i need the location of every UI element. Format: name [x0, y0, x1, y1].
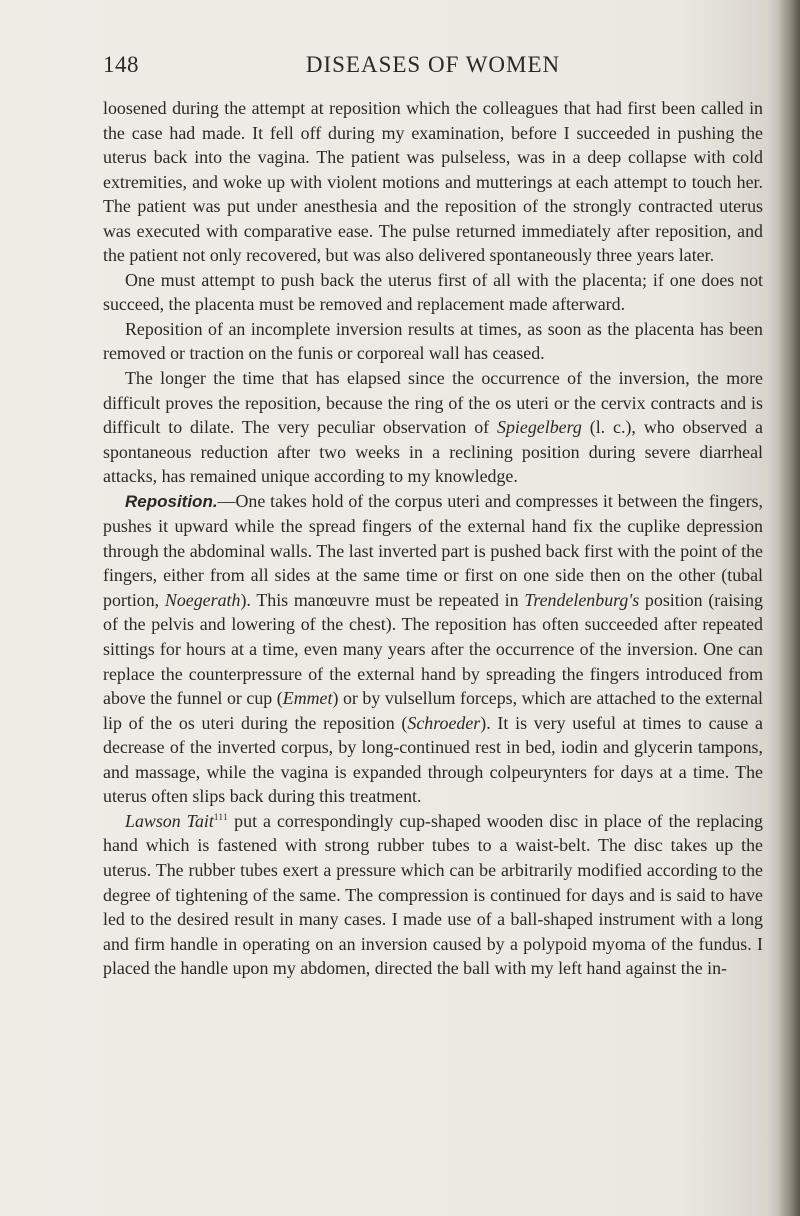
author-spiegelberg: Spiegelberg	[497, 417, 582, 438]
paragraph-3: Reposition of an incomplete inversion results at times, as soon as the placenta has been removed or traction on the funis or corporeal wall has ceased.	[103, 318, 763, 364]
author-emmet: Emmet	[282, 688, 333, 709]
paragraph-6-text-a: put a correspondingly cup-shaped wooden disc in place of the replacing hand which is fastened with strong rubber tubes to a waist-belt. The disc takes up the uterus. The rubber tubes exert a pressure which can be arbitrarily modified according to the degree of tightening of the same. The compression is continued for days and is said to have led to the desired result in many cases. I made use of a ball-shaped instrument with a long and firm handle in operating on an inversion caused by a polypoid myoma of the fundus. I placed the handle upon my abdomen, directed the ball with my left hand against the in-	[103, 810, 763, 979]
page-edge-shadow	[778, 0, 800, 1216]
paragraph-1: loosened during the attempt at reposition which the colleagues that had first been called in the case had made. It fell off during my examination, before I succeeded in pushing the uterus back into the vagina. The patient was pulseless, was in a deep collapse with cold extremities, and woke up with violent motions and mutterings at each attempt to touch her. The patient was put under anesthesia and the reposition of the strongly contracted uterus was executed with comparative ease. The pulse returned immediately after reposition, and the patient not only recovered, but was also delivered spontaneously three years later.	[103, 98, 763, 266]
author-trendelenburg: Trendelenburg's	[524, 589, 640, 610]
footnote-reference: 111	[213, 811, 229, 822]
author-schroeder: Schroeder	[407, 712, 481, 733]
paragraph-2: One must attempt to push back the uterus first of all with the placenta; if one does not succeed, the placenta must be removed and replacement made afterward.	[103, 269, 763, 315]
paragraph-5-text-a: —One takes hold of the corpus uteri and compresses it between the fingers, pushes it upward while the spread fingers of the external hand fix the cuplike depression through the abdominal walls. The last inverted part is pushed back first with the point of the fingers, either from all sides at the same time or first on one side then on the other (tubal portion,	[103, 490, 763, 610]
paragraph-4-text-b: (l. c.), who observed a spontaneous reduction after two weeks in a reclining position during severe diarrheal attacks, has remained unique according to my knowledge.	[103, 417, 763, 487]
author-noegerath: Noegerath	[164, 589, 241, 610]
paragraph-5-text-c: position (raising of the pelvis and lowering of the chest). The reposition has often succeeded after repeated sittings for hours at a time, even many years after the occurrence of the inversion. One can replace the counterpressure of the external hand by spreading the fingers introduced from above the funnel or cup (	[103, 589, 763, 709]
running-title: DISEASES OF WOMEN	[305, 52, 561, 77]
paragraph-5-text-d: ) or by vulsellum forceps, which are attached to the external lip of the os uteri during the reposition (	[103, 688, 763, 733]
page-header	[103, 52, 763, 88]
paragraph-5	[103, 489, 763, 809]
paragraph-4	[103, 366, 763, 489]
paragraph-6	[103, 809, 763, 981]
paragraph-5-text-b: ). This manœuvre must be repeated in	[240, 589, 525, 610]
paragraph-5-text-e: ). It is very useful at times to cause a decrease of the inverted corpus, by long-continued rest in bed, iodin and glycerin tampons, and massage, while the vagina is expanded through colpeurynters for days at a time. The uterus often slips back during this treatment.	[103, 712, 763, 807]
page-number: 148	[103, 52, 139, 77]
paragraph-4-text-a: The longer the time that has elapsed since the occurrence of the inversion, the more difficult proves the reposition, because the ring of the os uteri or the cervix contracts and is difficult to dilate. The very peculiar observation of	[103, 368, 763, 438]
body-text	[103, 96, 763, 981]
author-lawson-tait: Lawson Tait	[125, 810, 214, 831]
section-heading-reposition: Reposition.	[125, 491, 218, 511]
